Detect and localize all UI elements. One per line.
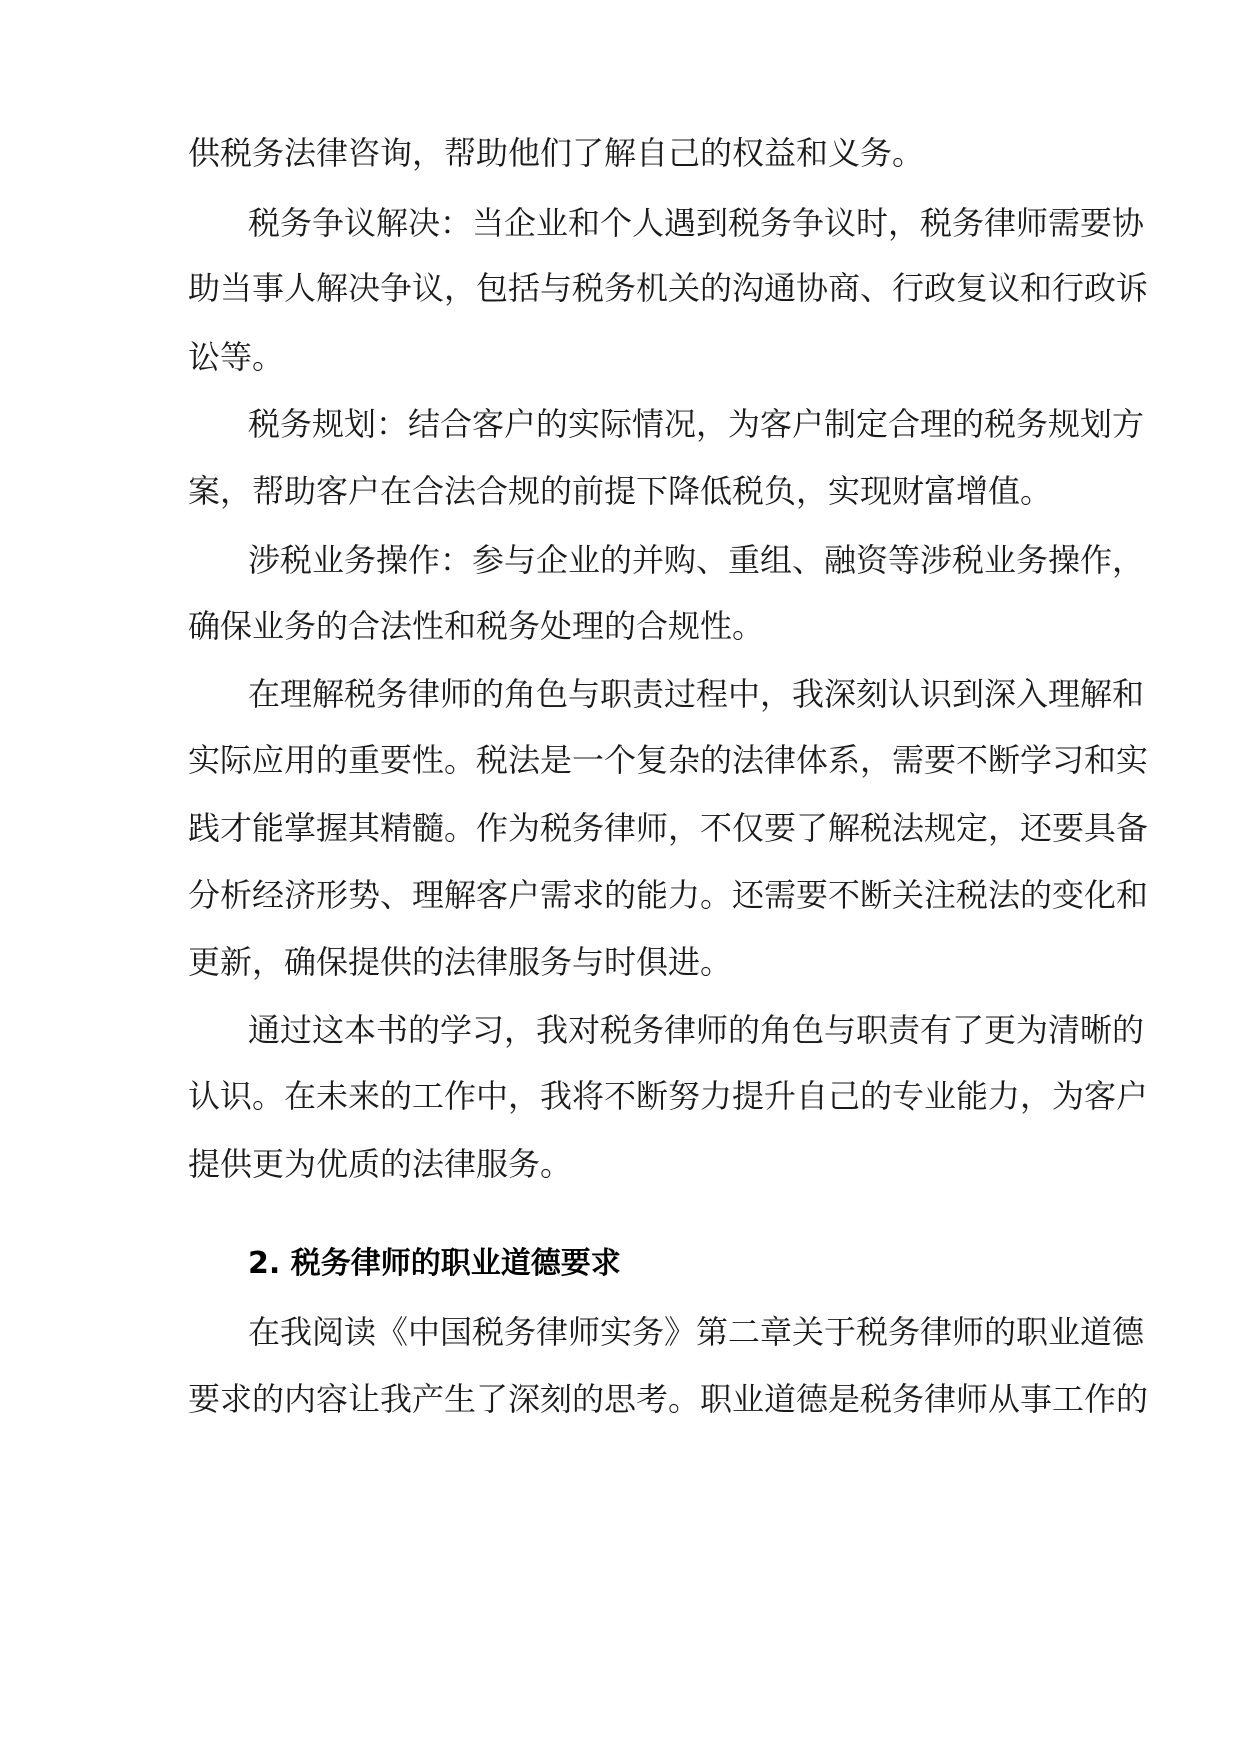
text-line: 供税务法律咨询，帮助他们了解自己的权益和义务。 xyxy=(188,134,925,172)
text-line: 税务规划：结合客户的实际情况，为客户制定合理的税务规划方 xyxy=(248,405,1145,443)
text-line: 涉税业务操作：参与企业的并购、重组、融资等涉税业务操作， xyxy=(248,541,1145,579)
text-line: 确保业务的合法性和税务处理的合规性。 xyxy=(188,607,765,645)
text-line: 案，帮助客户在合法合规的前提下降低税负，实现财富增值。 xyxy=(188,472,1053,510)
text-line: 通过这本书的学习，我对税务律师的角色与职责有了更为清晰的 xyxy=(248,1011,1145,1049)
text-line: 更新，确保提供的法律服务与时俱进。 xyxy=(188,943,733,981)
text-line: 分析经济形势、理解客户需求的能力。还需要不断关注税法的变化和 xyxy=(188,876,1149,914)
text-line: 认识。在未来的工作中，我将不断努力提升自己的专业能力，为客户 xyxy=(188,1077,1149,1115)
text-line: 助当事人解决争议，包括与税务机关的沟通协商、行政复议和行政诉 xyxy=(188,269,1149,307)
text-line: 在我阅读《中国税务律师实务》第二章关于税务律师的职业道德 xyxy=(248,1313,1145,1351)
text-line: 践才能掌握其精髓。作为税务律师，不仅要了解税法规定，还要具备 xyxy=(188,809,1149,847)
text-line: 讼等。 xyxy=(188,338,285,376)
section-heading: 2. 税务律师的职业道德要求 xyxy=(248,1246,621,1281)
text-line: 税务争议解决：当企业和个人遇到税务争议时，税务律师需要协 xyxy=(248,204,1145,242)
text-line: 提供更为优质的法律服务。 xyxy=(188,1145,573,1183)
text-line: 在理解税务律师的角色与职责过程中，我深刻认识到深入理解和 xyxy=(248,675,1145,713)
text-line: 要求的内容让我产生了深刻的思考。职业道德是税务律师从事工作的 xyxy=(188,1380,1149,1418)
text-line: 实际应用的重要性。税法是一个复杂的法律体系，需要不断学习和实 xyxy=(188,741,1149,779)
